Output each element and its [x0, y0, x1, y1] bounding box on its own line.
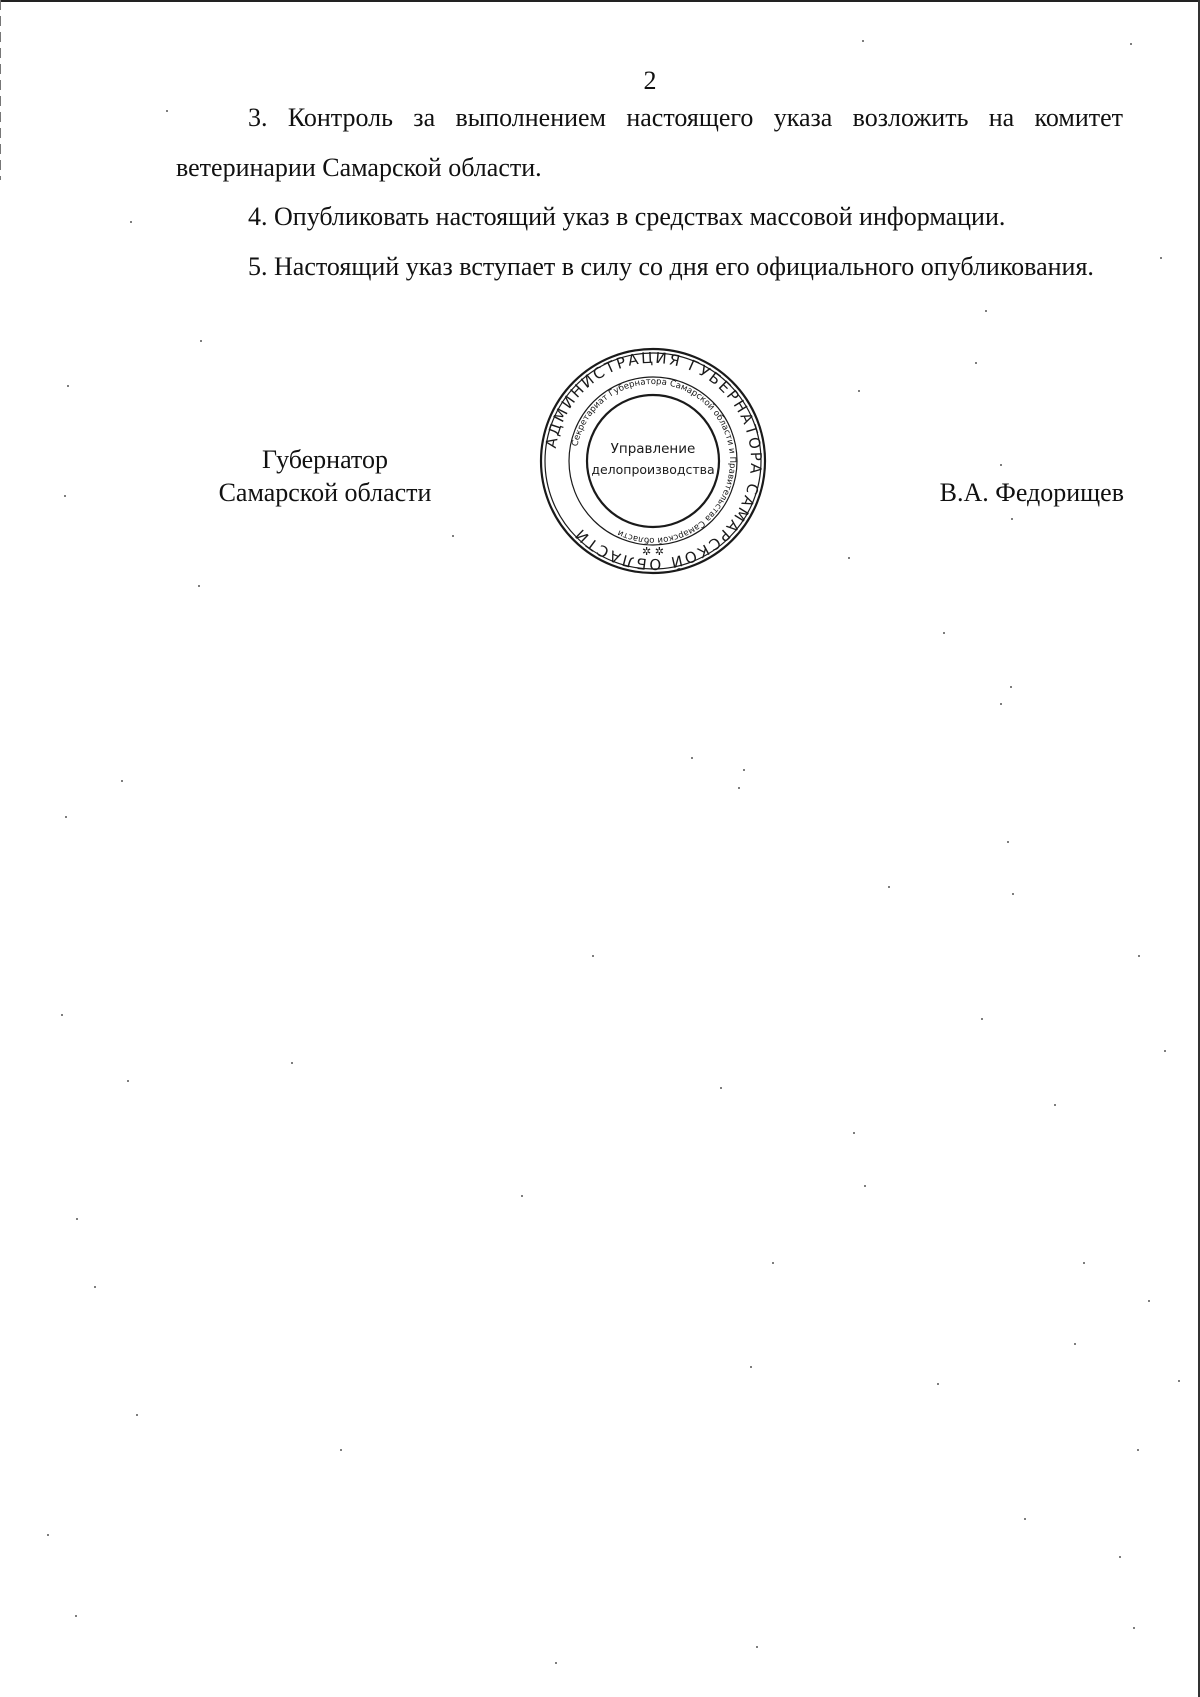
scan-speck — [1083, 1262, 1085, 1264]
signatory-position — [200, 443, 450, 509]
scan-speck — [1148, 1300, 1150, 1302]
scan-speck — [975, 362, 977, 364]
scan-speck — [1012, 893, 1014, 895]
scan-speck — [47, 1534, 49, 1536]
scan-speck — [1178, 1380, 1180, 1382]
scan-speck — [76, 1218, 78, 1220]
seal-inner-ring-text: Секретариат Губернатора Самарской области и Правительства Самарской области — [570, 376, 738, 546]
scan-speck — [943, 632, 945, 634]
seal-center-line1: Управление — [610, 441, 696, 457]
scan-speck — [772, 1262, 774, 1264]
scan-speck — [1010, 686, 1012, 688]
seal-ornament: ✲ ✲ — [642, 545, 664, 558]
scan-speck — [738, 787, 740, 789]
scan-speck — [67, 385, 69, 387]
scan-speck — [756, 1646, 758, 1648]
scan-speck — [691, 757, 693, 759]
scan-speck — [200, 340, 202, 342]
scan-speck — [555, 1662, 557, 1664]
paragraph-5-number: 5. — [248, 252, 268, 281]
scan-speck — [1130, 43, 1132, 45]
scan-speck — [743, 769, 745, 771]
scan-speck — [720, 1087, 722, 1089]
scan-speck — [862, 40, 864, 42]
paragraph-5 — [176, 242, 1123, 292]
scan-speck — [1137, 1449, 1139, 1451]
scan-speck — [121, 780, 123, 782]
scan-speck — [858, 390, 860, 392]
scan-speck — [1000, 464, 1002, 466]
scan-speck — [848, 557, 850, 559]
scan-edge-top — [0, 0, 1200, 2]
signatory-position-line2: Самарской области — [218, 478, 432, 507]
scan-speck — [64, 495, 66, 497]
scan-speck — [750, 1366, 752, 1368]
scan-speck — [521, 1195, 523, 1197]
scan-speck — [1007, 841, 1009, 843]
scan-speck — [1074, 1343, 1076, 1345]
scan-speck — [1160, 257, 1162, 259]
seal-center-line2: делопроизводства — [591, 462, 715, 477]
scan-speck — [1024, 1518, 1026, 1520]
scan-edge-left — [0, 0, 1, 180]
paragraph-4-text: Опубликовать настоящий указ в средствах массовой информации. — [274, 202, 1006, 231]
scan-speck — [127, 1080, 129, 1082]
signatory-name: В.А. Федорищев — [939, 478, 1124, 507]
scan-speck — [853, 1132, 855, 1134]
scan-speck — [1138, 955, 1140, 957]
paragraph-3-number: 3. — [248, 103, 268, 132]
seal-inner-border — [587, 395, 719, 527]
scan-speck — [888, 886, 890, 888]
paragraph-3-text: Контроль за выполнением настоящего указа возложить на комитет ветеринарии Самарской области. — [176, 103, 1124, 182]
scan-speck — [592, 955, 594, 957]
scan-speck — [937, 1383, 939, 1385]
scan-speck — [1000, 703, 1002, 705]
scan-speck — [61, 1014, 63, 1016]
official-seal-stamp — [539, 347, 767, 575]
scan-speck — [198, 585, 200, 587]
scan-speck — [65, 816, 67, 818]
scan-speck — [291, 1062, 293, 1064]
scan-speck — [1011, 518, 1013, 520]
scan-speck — [166, 110, 168, 112]
scan-speck — [1133, 1627, 1135, 1629]
scan-speck — [985, 310, 987, 312]
paragraph-4-number: 4. — [248, 202, 268, 231]
paragraph-3 — [176, 93, 1123, 193]
scan-speck — [94, 1286, 96, 1288]
seal-outer-ring-text: АДМИНИСТРАЦИЯ ГУБЕРНАТОРА САМАРСКОЙ ОБЛАСТИ — [541, 348, 766, 574]
paragraph-5-text: Настоящий указ вступает в силу со дня его официального опубликования. — [274, 252, 1094, 281]
scan-speck — [1054, 1104, 1056, 1106]
signatory-position-line1: Губернатор — [262, 445, 388, 474]
scan-speck — [75, 1615, 77, 1617]
page-number: 2 — [643, 66, 657, 95]
scan-speck — [981, 1018, 983, 1020]
scan-speck — [136, 1414, 138, 1416]
scan-speck — [452, 535, 454, 537]
scan-speck — [864, 1185, 866, 1187]
scan-speck — [340, 1449, 342, 1451]
paragraph-4 — [176, 192, 1123, 242]
scan-speck — [1164, 1050, 1166, 1052]
scan-speck — [130, 221, 132, 223]
scan-speck — [1119, 1556, 1121, 1558]
